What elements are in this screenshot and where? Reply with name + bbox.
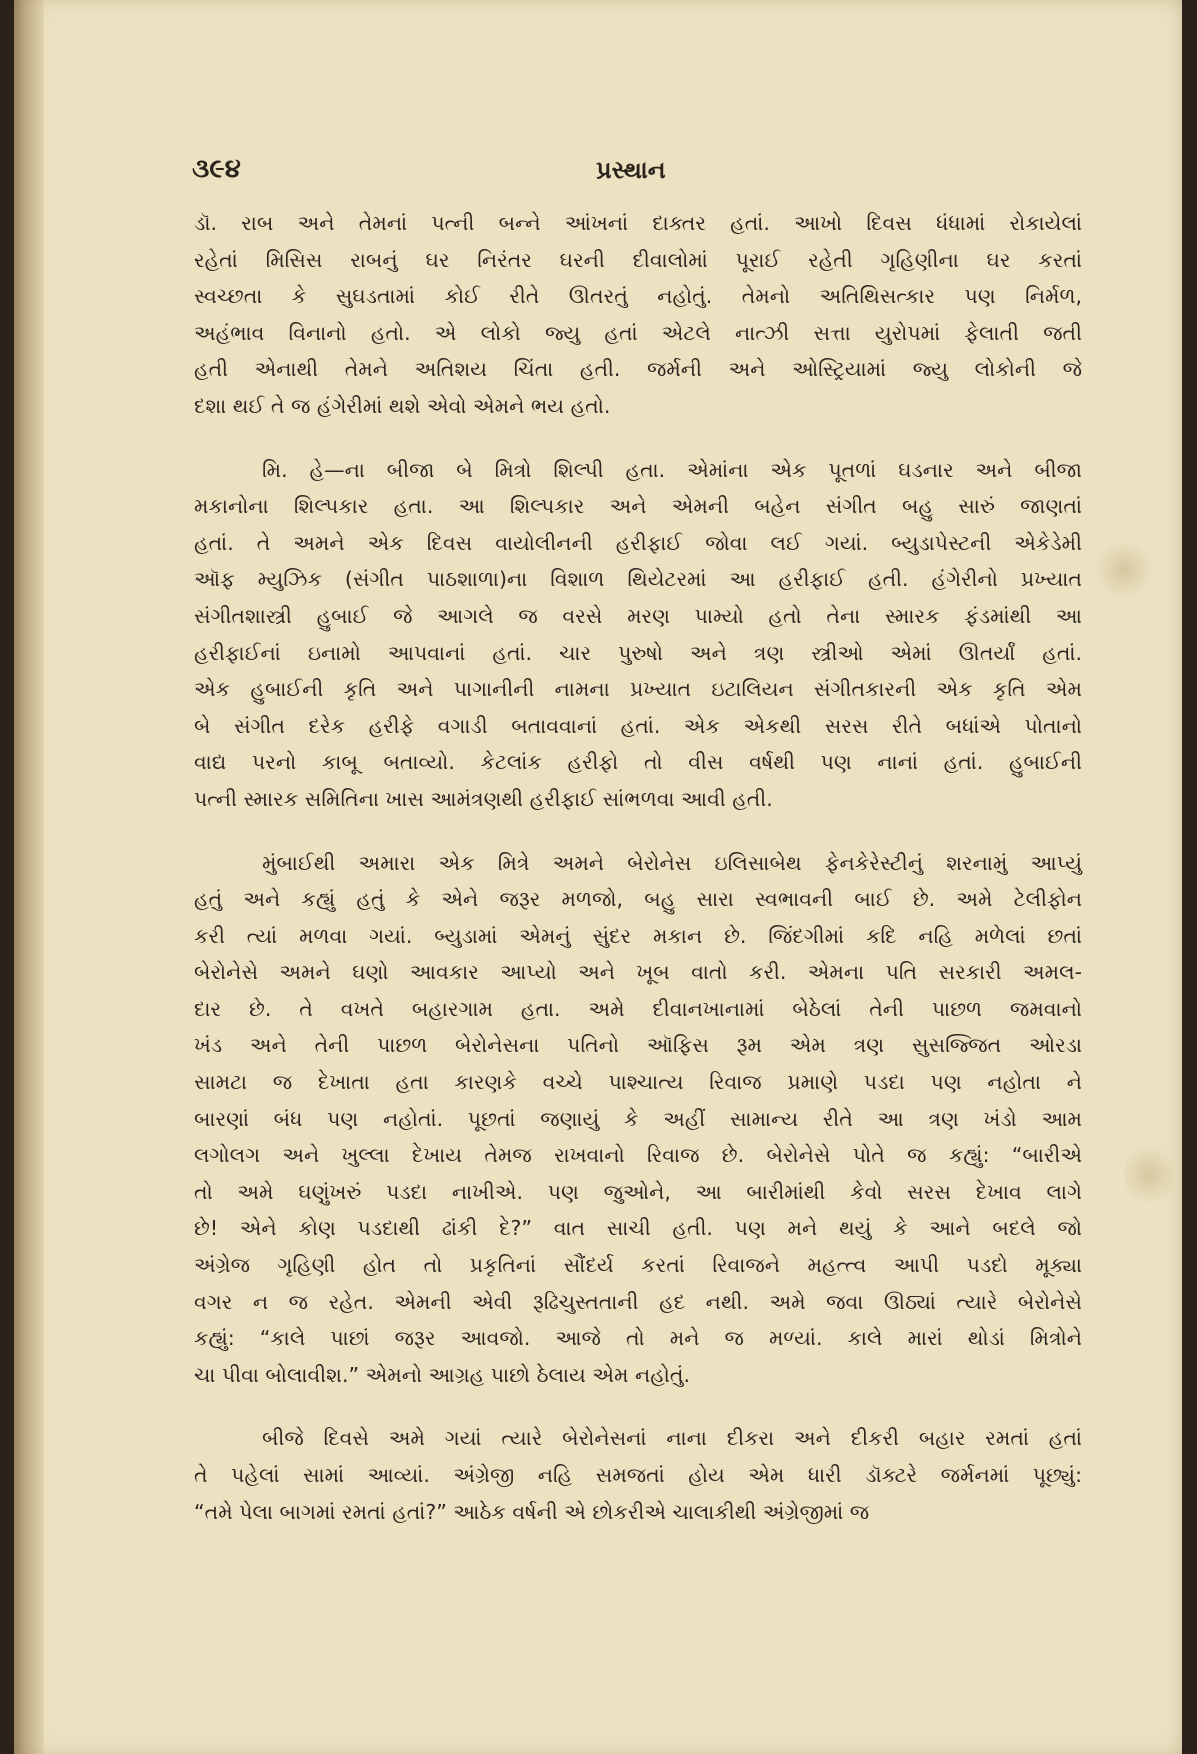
text-line: સામટા જ દેખાતા હતા કારણકે વચ્ચે પાશ્ચાત્ય રિવાજ પ્રમાણે પડદા પણ નહોતા ને	[194, 1070, 1082, 1095]
text-line: પત્ની સ્મારક સમિતિના ખાસ આમંત્રણથી હરીફાઈ સાંભળવા આવી હતી.	[194, 786, 773, 811]
page-header	[192, 150, 1092, 190]
text-line: એક હુબાઈની કૃતિ અને પાગાનીની નામના પ્રખ્યાત ઇટાલિયન સંગીતકારની એક કૃતિ એમ	[194, 677, 1082, 702]
paper-stain	[1094, 540, 1154, 600]
text-line: હતાં. તે અમને એક દિવસ વાયોલીનની હરીફાઈ જોવા લઈ ગયાં. બ્યુડાપેસ્ટની એકેડેમી	[194, 530, 1082, 555]
text-line: હતી એનાથી તેમને અતિશય ચિંતા હતી. જર્મની અને ઓસ્ટ્રિયામાં જ્યુ લોકોની જે	[194, 357, 1082, 382]
text-line: હતું અને કહ્યું હતું કે એને જરૂર મળજો, બહુ સારા સ્વભાવની બાઈ છે. અમે ટેલીફોન	[194, 887, 1082, 912]
text-line: સંગીતશાસ્ત્રી હુબાઈ જે આગલે જ વરસે મરણ પામ્યો હતો તેના સ્મારક ફંડમાંથી આ	[194, 603, 1082, 628]
text-line: વાદ્ય પરનો કાબૂ બતાવ્યો. કેટલાંક હરીફો તો વીસ વર્ષથી પણ નાનાં હતાં. હુબાઈની	[194, 750, 1082, 775]
paragraph	[194, 205, 1082, 425]
text-line: કરી ત્યાં મળવા ગયાં. બ્યુડામાં એમનું સુંદર મકાન છે. જિંદગીમાં કદિ નહિ મળેલાં છતાં	[194, 923, 1082, 948]
text-line: દશા થઈ તે જ હંગેરીમાં થશે એવો એમને ભય હતો.	[194, 393, 611, 418]
text-line: ખંડ અને તેની પાછળ બેરોનેસના પતિનો ઑફિસ રૂમ એમ ત્રણ સુસજ્જિત ઓરડા	[194, 1033, 1082, 1058]
text-line: તો અમે ઘણુંખરું પડદા નાખીએ. પણ જુઓને, આ બારીમાંથી કેવો સરસ દેખાવ લાગે	[194, 1179, 1082, 1204]
text-line: તે પહેલાં સામાં આવ્યાં. અંગ્રેજી નહિ સમજતાં હોય એમ ધારી ડૉક્ટરે જર્મનમાં પૂછ્યું:	[194, 1463, 1082, 1487]
text-line: સ્વચ્છતા કે સુઘડતામાં કોઈ રીતે ઊતરતું નહોતું. તેમનો અતિથિસત્કાર પણ નિર્મળ,	[194, 284, 1082, 309]
text-line: રહેતાં મિસિસ રાબનું ઘર નિરંતર ઘરની દીવાલોમાં પૂરાઈ રહેતી ગૃહિણીના ઘર કરતાં	[194, 247, 1082, 272]
text-line: ચા પીવા બોલાવીશ.” એમનો આગ્રહ પાછો ઠેલાય એમ નહોતું.	[194, 1362, 691, 1387]
paragraph	[194, 1420, 1082, 1530]
paragraph	[194, 845, 1082, 1394]
text-line: બેરોનેસે અમને ઘણો આવકાર આપ્યો અને ખૂબ વાતો કરી. એમના પતિ સરકારી અમલ-	[194, 960, 1082, 985]
text-line: અહંભાવ વિનાનો હતો. એ લોકો જ્યુ હતાં એટલે નાત્ઝી સત્તા યુરોપમાં ફેલાતી જતી	[194, 320, 1082, 345]
page-spine-shadow	[14, 0, 44, 1754]
text-line: બારણાં બંધ પણ નહોતાં. પૂછતાં જણાયું કે અહીં સામાન્ય રીતે આ ત્રણ ખંડો આમ	[194, 1106, 1082, 1131]
text-line: ઑફ મ્યુઝિક (સંગીત પાઠશાળા)ના વિશાળ થિયેટરમાં આ હરીફાઈ હતી. હંગેરીનો પ્રખ્યાત	[194, 567, 1082, 592]
text-line: મકાનોના શિલ્પકાર હતા. આ શિલ્પકાર અને એમની બહેન સંગીત બહુ સારું જાણતાં	[194, 494, 1082, 519]
text-line: “તમે પેલા બાગમાં રમતાં હતાં?” આઠેક વર્ષની એ છોકરીએ ચાલાકીથી અંગ્રેજીમાં જ	[194, 1499, 870, 1524]
page-number: ૩૯૪	[192, 154, 241, 184]
paper-stain	[1124, 1140, 1174, 1210]
body-text	[194, 205, 1082, 1557]
text-line: હરીફાઈનાં ઇનામો આપવાનાં હતાં. ચાર પુરુષો અને ત્રણ સ્ત્રીઓ એમાં ઊતર્યાં હતાં.	[194, 640, 1082, 665]
paragraph	[194, 452, 1082, 818]
text-line: ડૉ. રાબ અને તેમનાં પત્ની બન્ને આંખનાં દાક્તર હતાં. આખો દિવસ ધંધામાં રોકાયેલાં	[194, 211, 1082, 235]
text-line: છે! એને કોણ પડદાથી ઢાંકી દે?” વાત સાચી હતી. પણ મને થયું કે આને બદલે જો	[194, 1216, 1082, 1241]
text-line: વગર ન જ રહેત. એમની એવી રૂઢિચુસ્તતાની હદ નથી. અમે જવા ઊઠ્યાં ત્યારે બેરોનેસે	[194, 1289, 1082, 1314]
text-line: મિ. હે—ના બીજા બે મિત્રો શિલ્પી હતા. એમાંના એક પૂતળાં ઘડનાર અને બીજા	[262, 457, 1082, 482]
text-line: લગોલગ અને ખુલ્લા દેખાય તેમજ રાખવાનો રિવાજ છે. બેરોનેસે પોતે જ કહ્યું: “બારીએ	[194, 1143, 1082, 1168]
text-line: મુંબાઈથી અમારા એક મિત્રે અમને બેરોનેસ ઇલિસાબેથ ફેનકેરેસ્ટીનું શરનામું આપ્યું	[262, 850, 1082, 875]
book-page	[14, 0, 1182, 1754]
text-line: કહ્યું: “કાલે પાછાં જરૂર આવજો. આજે તો મને જ મળ્યાં. કાલે મારાં થોડાં મિત્રોને	[194, 1326, 1082, 1351]
text-line: અંગ્રેજ ગૃહિણી હોત તો પ્રકૃતિનાં સૌંદર્ય કરતાં રિવાજને મહત્ત્વ આપી પડદો મૂક્યા	[194, 1253, 1082, 1278]
text-line: દાર છે. તે વખતે બહારગામ હતા. અમે દીવાનખાનામાં બેઠેલાં તેની પાછળ જમવાનો	[194, 996, 1082, 1021]
running-title: પ્રસ્થાન	[596, 156, 666, 184]
text-line: બીજે દિવસે અમે ગયાં ત્યારે બેરોનેસનાં નાના દીકરા અને દીકરી બહાર રમતાં હતાં	[262, 1426, 1082, 1451]
text-line: બે સંગીત દરેક હરીફે વગાડી બતાવવાનાં હતાં. એક એકથી સરસ રીતે બધાંએ પોતાનો	[194, 713, 1082, 738]
